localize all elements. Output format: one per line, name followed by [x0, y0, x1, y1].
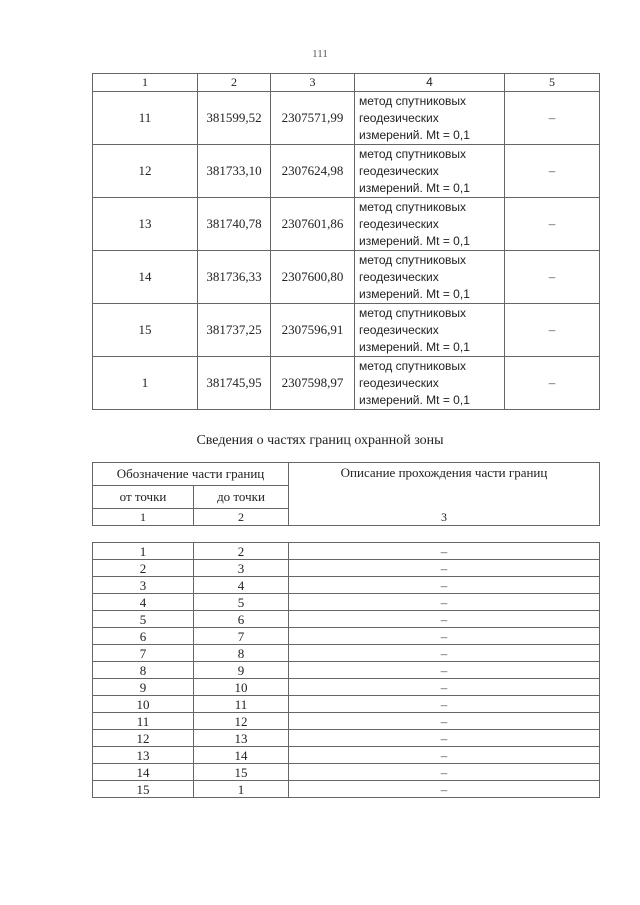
method-line: метод спутниковых: [359, 146, 467, 161]
boundary-description: –: [289, 679, 600, 696]
column-number-1: 1: [93, 509, 194, 526]
coordinate-y: 2307598,97: [271, 357, 355, 410]
table-row: [93, 611, 600, 628]
point-number: 13: [93, 198, 198, 251]
method-line: измерений. Mt = 0,1: [359, 180, 470, 195]
table-row: [93, 145, 600, 198]
point-number: 1: [93, 357, 198, 410]
method-line: геодезических: [359, 110, 439, 125]
to-point: 3: [194, 560, 289, 577]
table-header-row: [93, 463, 600, 486]
point-number: 14: [93, 251, 198, 304]
to-point: 6: [194, 611, 289, 628]
section-title: Сведения о частях границ охранной зоны: [196, 433, 444, 448]
from-point: 4: [93, 594, 194, 611]
table-header-row: [93, 74, 600, 92]
table-row: [93, 594, 600, 611]
from-point: 1: [93, 543, 194, 560]
method-line: метод спутниковых: [359, 252, 467, 267]
point-number: 12: [93, 145, 198, 198]
point-number: 11: [93, 92, 198, 145]
coordinate-x: 381737,25: [198, 304, 271, 357]
table-row: [93, 560, 600, 577]
coordinate-x: 381736,33: [198, 251, 271, 304]
header-to-point: до точки: [194, 486, 289, 509]
to-point: 9: [194, 662, 289, 679]
column-number-4: 4: [355, 74, 505, 92]
to-point: 12: [194, 713, 289, 730]
header-boundary-description: Описание прохождения части границ: [289, 463, 600, 509]
to-point: 15: [194, 764, 289, 781]
boundary-description: –: [289, 628, 600, 645]
column-number-1: 1: [93, 74, 198, 92]
coordinate-x: 381733,10: [198, 145, 271, 198]
column-number-5: 5: [505, 74, 600, 92]
column-5-value: –: [505, 198, 600, 251]
to-point: 11: [194, 696, 289, 713]
determination-method: [355, 92, 505, 145]
column-number-3: 3: [289, 509, 600, 526]
from-point: 7: [93, 645, 194, 662]
determination-method: [355, 357, 505, 410]
to-point: 1: [194, 781, 289, 798]
column-5-value: –: [505, 145, 600, 198]
coordinate-y: 2307571,99: [271, 92, 355, 145]
determination-method: [355, 145, 505, 198]
from-point: 6: [93, 628, 194, 645]
method-line: геодезических: [359, 322, 439, 337]
to-point: 14: [194, 747, 289, 764]
method-line: метод спутниковых: [359, 93, 467, 108]
from-point: 11: [93, 713, 194, 730]
method-line: измерений. Mt = 0,1: [359, 339, 470, 354]
to-point: 2: [194, 543, 289, 560]
table-row: [93, 628, 600, 645]
table-row: [93, 645, 600, 662]
from-point: 12: [93, 730, 194, 747]
method-line: измерений. Mt = 0,1: [359, 286, 470, 301]
from-point: 14: [93, 764, 194, 781]
table-row: [93, 679, 600, 696]
method-line: измерений. Mt = 0,1: [359, 392, 470, 407]
boundary-description: –: [289, 594, 600, 611]
from-point: 2: [93, 560, 194, 577]
table-row: [93, 577, 600, 594]
table-row: [93, 543, 600, 560]
boundary-description: –: [289, 696, 600, 713]
column-5-value: –: [505, 251, 600, 304]
spacer-row: [93, 526, 600, 543]
table-row: [93, 662, 600, 679]
column-5-value: –: [505, 304, 600, 357]
column-number-2: 2: [198, 74, 271, 92]
column-5-value: –: [505, 357, 600, 410]
column-number-2: 2: [194, 509, 289, 526]
from-point: 10: [93, 696, 194, 713]
boundary-description: –: [289, 730, 600, 747]
boundary-description: –: [289, 713, 600, 730]
table-row: [93, 730, 600, 747]
to-point: 7: [194, 628, 289, 645]
boundary-description: –: [289, 764, 600, 781]
coordinate-x: 381599,52: [198, 92, 271, 145]
table-row: [93, 747, 600, 764]
table-row: [93, 764, 600, 781]
coordinate-y: 2307601,86: [271, 198, 355, 251]
from-point: 8: [93, 662, 194, 679]
method-line: метод спутниковых: [359, 199, 467, 214]
to-point: 4: [194, 577, 289, 594]
coordinate-y: 2307624,98: [271, 145, 355, 198]
column-numbers-row: [93, 509, 600, 526]
from-point: 15: [93, 781, 194, 798]
coordinate-x: 381740,78: [198, 198, 271, 251]
point-number: 15: [93, 304, 198, 357]
boundary-description: –: [289, 611, 600, 628]
method-line: измерений. Mt = 0,1: [359, 233, 470, 248]
boundary-description: –: [289, 662, 600, 679]
table-row: [93, 198, 600, 251]
determination-method: [355, 198, 505, 251]
from-point: 13: [93, 747, 194, 764]
boundary-description: –: [289, 560, 600, 577]
to-point: 8: [194, 645, 289, 662]
to-point: 10: [194, 679, 289, 696]
table-row: [93, 781, 600, 798]
table-row: [93, 357, 600, 410]
from-point: 9: [93, 679, 194, 696]
from-point: 3: [93, 577, 194, 594]
to-point: 5: [194, 594, 289, 611]
column-5-value: –: [505, 92, 600, 145]
method-line: метод спутниковых: [359, 358, 467, 373]
boundary-description: –: [289, 543, 600, 560]
boundary-description: –: [289, 645, 600, 662]
header-boundary-part-designation: Обозначение части границ: [93, 463, 289, 486]
table-row: [93, 696, 600, 713]
boundary-description: –: [289, 781, 600, 798]
from-point: 5: [93, 611, 194, 628]
table-row: [93, 304, 600, 357]
method-line: измерений. Mt = 0,1: [359, 127, 470, 142]
determination-method: [355, 304, 505, 357]
boundary-parts-table: [92, 462, 600, 798]
coordinate-y: 2307596,91: [271, 304, 355, 357]
method-line: геодезических: [359, 163, 439, 178]
table-row: [93, 713, 600, 730]
boundary-description: –: [289, 747, 600, 764]
boundary-description: –: [289, 577, 600, 594]
table-row: [93, 92, 600, 145]
to-point: 13: [194, 730, 289, 747]
method-line: геодезических: [359, 269, 439, 284]
column-number-3: 3: [271, 74, 355, 92]
coordinate-y: 2307600,80: [271, 251, 355, 304]
determination-method: [355, 251, 505, 304]
page-number: 111: [312, 48, 328, 60]
method-line: геодезических: [359, 375, 439, 390]
header-from-point: от точки: [93, 486, 194, 509]
spacer-cell: [93, 526, 600, 543]
coordinates-table: [92, 73, 600, 410]
coordinate-x: 381745,95: [198, 357, 271, 410]
method-line: метод спутниковых: [359, 305, 467, 320]
table-row: [93, 251, 600, 304]
method-line: геодезических: [359, 216, 439, 231]
